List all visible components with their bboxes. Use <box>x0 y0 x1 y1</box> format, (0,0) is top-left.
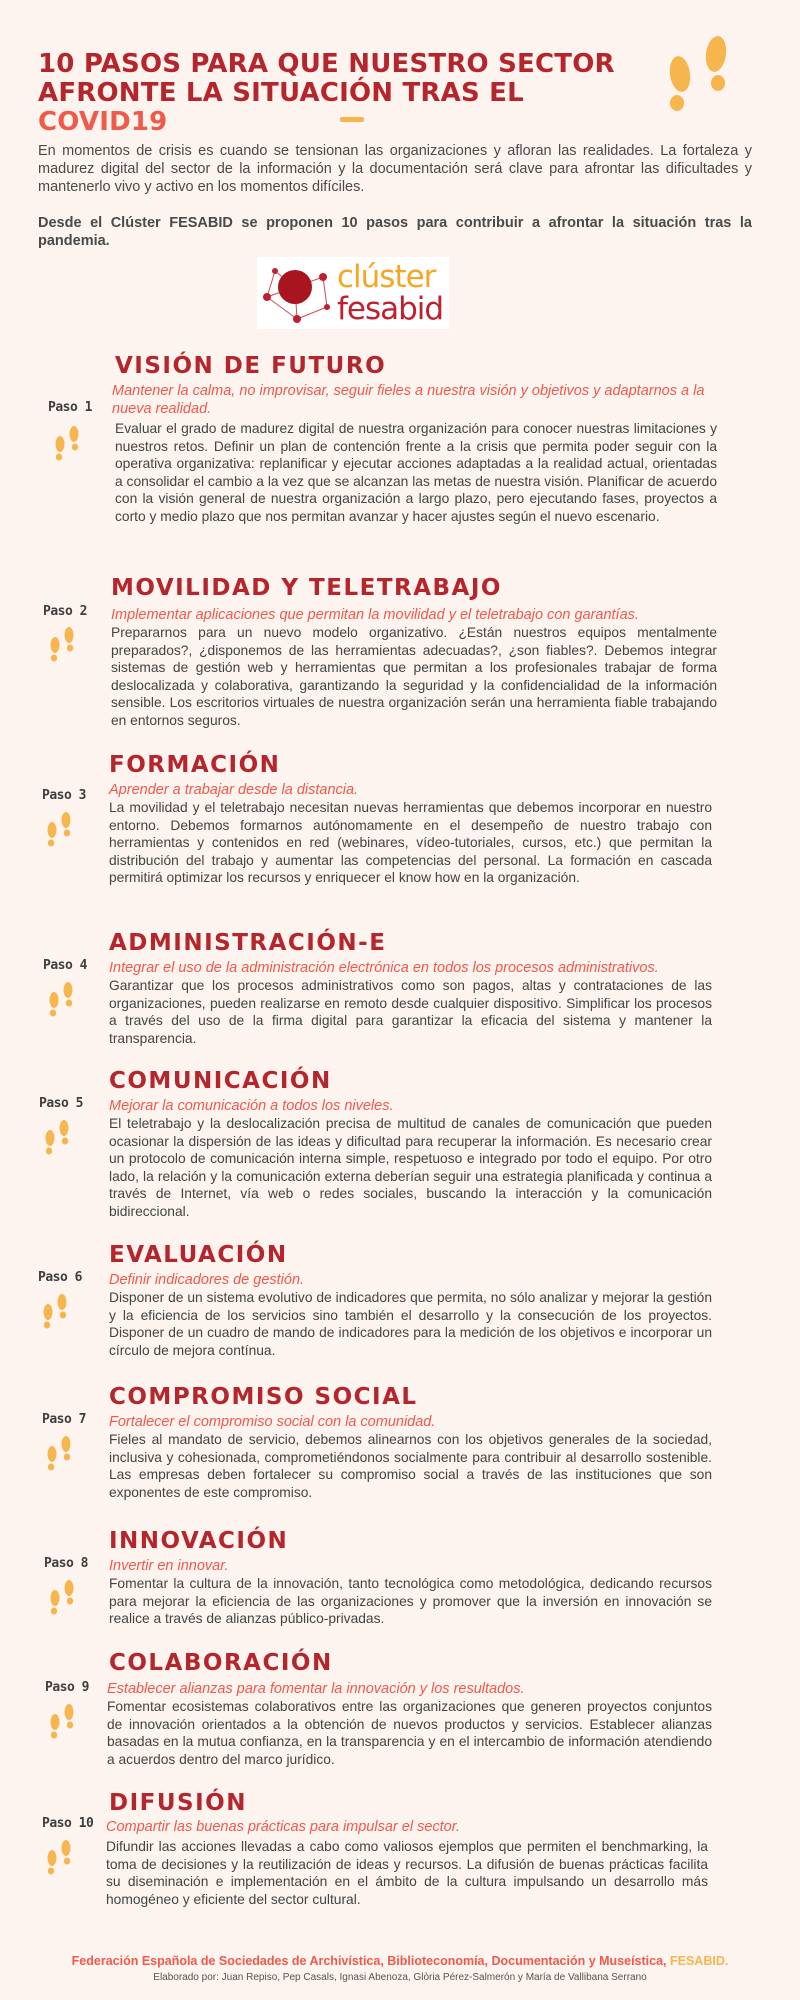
footprints-icon <box>40 1292 70 1330</box>
step-title: MOVILIDAD Y TELETRABAJO <box>111 575 502 601</box>
step-label: Paso 4 <box>43 958 87 973</box>
step-subtitle: Definir indicadores de gestión. <box>109 1272 305 1288</box>
step-label: Paso 9 <box>45 1680 89 1695</box>
step-label: Paso 1 <box>48 400 92 415</box>
footprints-icon <box>42 1118 72 1156</box>
footer-organization <box>0 1954 800 1968</box>
footprints-icon <box>44 1838 74 1876</box>
logo-word-cluster: clúster <box>337 259 436 295</box>
page-title <box>38 50 638 137</box>
cluster-fesabid-logo <box>257 257 449 329</box>
step-subtitle: Aprender a trabajar desde la distancia. <box>109 782 359 798</box>
step-title: ADMINISTRACIÓN-E <box>109 930 387 956</box>
footprints-icon <box>52 424 82 462</box>
step-body: Fomentar ecosistemas colaborativos entre las organizaciones que generen proyectos conjuntos de innovación orientados a la obtención de nuevos productos y servicios. Establecer alianzas basadas en la mutua confianza, en la transparencia y en el intercambio de información atendiendo a acuerdos dentro del marco jurídico. <box>107 1699 712 1767</box>
step-title: INNOVACIÓN <box>109 1528 289 1554</box>
step-label: Paso 2 <box>43 604 87 619</box>
step-subtitle: Invertir en innovar. <box>109 1558 229 1574</box>
step-label: Paso 10 <box>42 1816 94 1831</box>
step-label: Paso 3 <box>42 788 86 803</box>
step-body: Fieles al mandato de servicio, debemos alinearnos con los objetivos generales de la sociedad, inclusiva y cohesionada, comprometiéndonos socialmente para contribuir al desarrollo sostenible. Las empresas deben fortalecer su compromiso social a través de las instituciones que son exponentes de este compromiso. <box>109 1432 712 1500</box>
step-body: Disponer de un sistema evolutivo de indicadores que permita, no sólo analizar y mejorar la gestión y la eficiencia de los servicios sino también el desarrollo y la consecución de los proyectos. Disponer de un cuadro de mando de indicadores para la medición de los objetivos e incorporar un círculo de mejora contínua. <box>109 1290 712 1358</box>
step-label: Paso 6 <box>38 1270 82 1285</box>
step-title: DIFUSIÓN <box>109 1790 247 1816</box>
step-title: FORMACIÓN <box>109 752 281 778</box>
step-body: Fomentar la cultura de la innovación, tanto tecnológica como metodológica, dedicando recursos para mejorar la eficiencia de las organizaciones y promover que la inversión en innovación se realice a través de alianzas público-privadas. <box>109 1576 712 1627</box>
step-label: Paso 5 <box>39 1096 83 1111</box>
step-subtitle: Mantener la calma, no improvisar, seguir fieles a nuestra visión y objetivos y adaptarnos a la nueva realidad. <box>112 383 705 417</box>
step-title: COMUNICACIÓN <box>109 1068 332 1094</box>
title-line-2: AFRONTE LA SITUACIÓN TRAS EL <box>38 78 524 108</box>
footprints-icon <box>660 32 738 116</box>
intro-statement: Desde el Clúster FESABID se proponen 10 pasos para contribuir a afrontar la situación tras la pandemia. <box>38 215 752 249</box>
footprints-icon <box>46 980 76 1018</box>
footer-credits: Elaborado por: Juan Repiso, Pep Casals, Ignasi Abenoza, Glòria Pérez-Salmerón y María de Vallibana Serrano <box>153 1972 647 1983</box>
step-body: Evaluar el grado de madurez digital de nuestra organización para conocer nuestras limitaciones y nuestros retos. Definir un plan de contención frente a la crisis que permita poder seguir con la operativa organizativa: replanificar y ejecutar acciones adaptadas a la realidad actual, orientadas a consolidar el cambio a la vez que se alcanzan las metas de nuestra visión. Planificar de acuerdo con la visión general de nuestra organización a largo plazo, pero ejecutando fases, proyectos a corto y medio plazo que nos permitan avanzar y hacer ajustes según el nuevo escenario. <box>115 421 717 524</box>
step-label: Paso 8 <box>44 1556 88 1571</box>
footer-org-highlight: FESABID. <box>670 1954 729 1968</box>
footprints-icon <box>47 1578 77 1616</box>
step-subtitle: Compartir las buenas prácticas para impulsar el sector. <box>106 1819 461 1835</box>
step-subtitle: Establecer alianzas para fomentar la innovación y los resultados. <box>107 1681 525 1697</box>
step-body: El teletrabajo y la deslocalización precisa de multitud de canales de comunicación que pueden ocasionar la dispersión de las ideas y dificultad para recuperar la información. Es necesario crear un protocolo de comunicación interna simple, respetuoso e integrado por todo el equipo. Por otro lado, la relación y la comunicación externa deberían seguir una estrategia planificada y continua a través de Internet, vía web o redes sociales, buscando la interacción y la comunicación bidireccional. <box>109 1116 712 1219</box>
logo-network-icon <box>257 257 337 329</box>
step-title: COMPROMISO SOCIAL <box>109 1384 418 1410</box>
step-body: Garantizar que los procesos administrativos como son pagos, altas y contrataciones de las organizaciones, pueden realizarse en remoto desde cualquier dispositivo. Simplificar los procesos a través del uso de la firma digital para garantizar la eficacia del sistema y mantener la transparencia. <box>109 978 712 1046</box>
step-body: Prepararnos para un nuevo modelo organizativo. ¿Están nuestros equipos mentalmente preparados?, ¿disponemos de las herramientas adecuadas?, ¿son fiables?. Debemos integrar sistemas de gestión web y herramientas que permitan a los profesionales trabajar de forma deslocalizada y colaborativa, garantizando la seguridad y la confidencialidad de la información sensible. Los escritorios virtuales de nuestra organización serán una herramienta fiable trabajando en entornos seguros. <box>111 625 717 728</box>
intro-paragraph: En momentos de crisis es cuando se tensionan las organizaciones y afloran las realidades. La fortaleza y madurez digital del sector de la información y la documentación será clave para afrontar las dificultades y mantenerlo vivo y activo en los momentos difíciles. <box>38 143 752 195</box>
step-subtitle: Fortalecer el compromiso social con la comunidad. <box>109 1414 436 1430</box>
footprints-icon <box>47 625 77 663</box>
title-line-1: 10 PASOS PARA QUE NUESTRO SECTOR <box>38 49 615 79</box>
step-body: Difundir las acciones llevadas a cabo como valiosos ejemplos que permiten el benchmarking, la toma de decisiones y la reutilización de ideas y recursos. La difusión de buenas prácticas facilita su diseminación e implementación en el ámbito de la cultura impulsando un desarrollo más homogéneo y eficiente del sector cultural. <box>106 1839 708 1907</box>
step-title: COLABORACIÓN <box>109 1650 333 1676</box>
footprints-icon <box>44 810 74 848</box>
logo-word-fesabid: fesabid <box>337 291 444 327</box>
footprints-icon <box>47 1702 77 1740</box>
footer-org-name: Federación Española de Sociedades de Archivística, Biblioteconomía, Documentación y Museística, <box>71 1954 667 1968</box>
title-highlight: COVID19 <box>38 107 168 137</box>
step-body: La movilidad y el teletrabajo necesitan nuevas herramientas que debemos incorporar en nuestro entorno. Debemos formarnos autónomamente en el desempeño de nuestro trabajo con herramientas y contenidos en red (webinares, vídeo-tutoriales, cursos, etc.) que permitan la distribución del trabajo y aumentar las competencias del personal. La formación en cascada permitirá optimizar los recursos y enriquecer el know how en la organización. <box>109 800 712 886</box>
step-label: Paso 7 <box>42 1412 86 1427</box>
step-title: VISIÓN DE FUTURO <box>115 353 387 379</box>
step-subtitle: Implementar aplicaciones que permitan la movilidad y el teletrabajo con garantías. <box>111 607 639 623</box>
step-subtitle: Mejorar la comunicación a todos los niveles. <box>109 1098 394 1114</box>
title-underline-dash <box>340 117 364 122</box>
step-title: EVALUACIÓN <box>109 1242 288 1268</box>
step-subtitle: Integrar el uso de la administración electrónica en todos los procesos administrativos. <box>109 960 659 976</box>
footprints-icon <box>44 1434 74 1472</box>
